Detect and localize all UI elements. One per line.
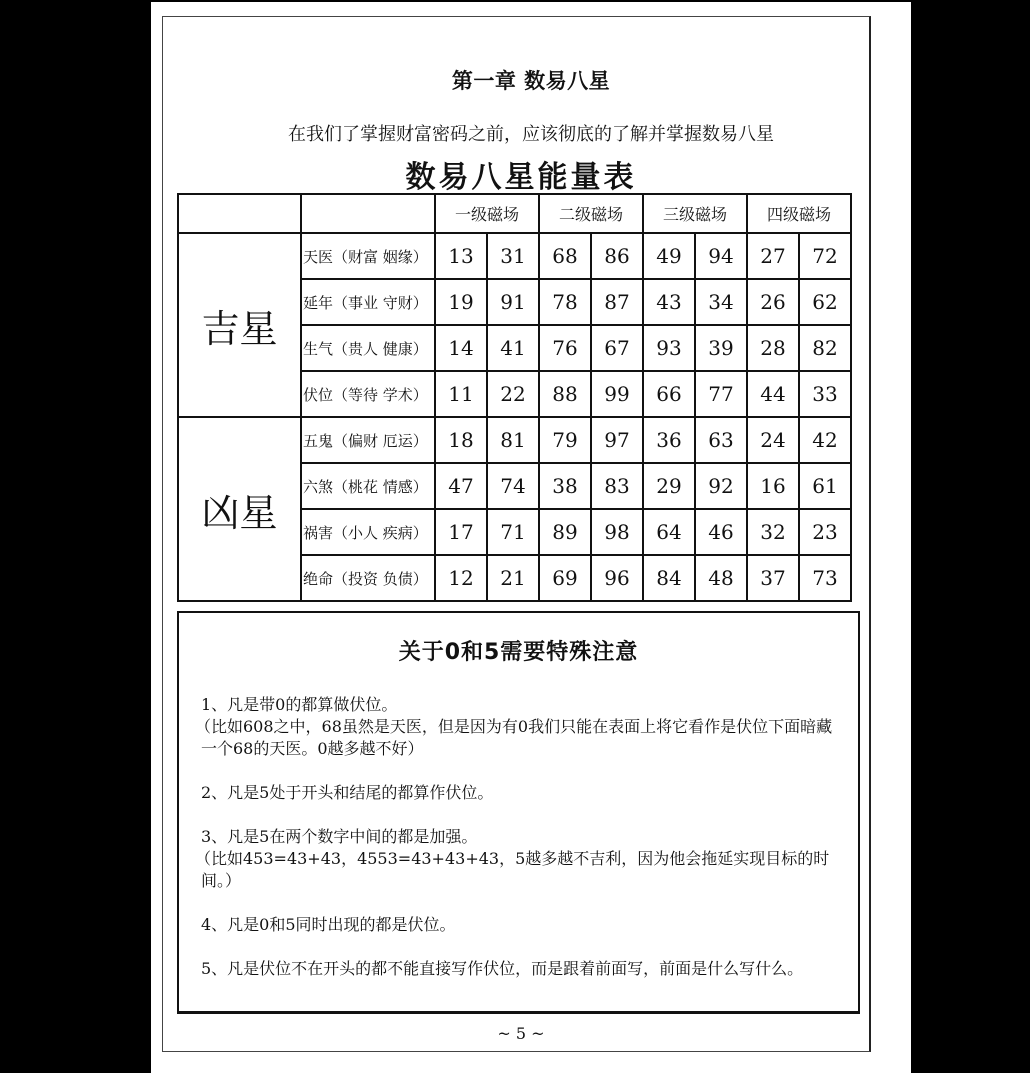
value-cell: 46 xyxy=(695,509,747,555)
table-header-row xyxy=(178,194,851,233)
value-cell: 73 xyxy=(799,555,851,601)
table-row xyxy=(178,233,851,279)
document-page xyxy=(151,2,911,1073)
value-cell: 16 xyxy=(747,463,799,509)
note-item-1 xyxy=(195,694,844,760)
note-item-5 xyxy=(201,958,844,980)
note-detail: （比如608之中，68虽然是天医，但是因为有0我们只能在表面上将它看作是伏位下面暗藏一个68的天医。0越多越不好） xyxy=(195,717,833,758)
value-cell: 78 xyxy=(539,279,591,325)
value-cell: 83 xyxy=(591,463,643,509)
value-cell: 68 xyxy=(539,233,591,279)
value-cell: 79 xyxy=(539,417,591,463)
value-cell: 99 xyxy=(591,371,643,417)
value-cell: 66 xyxy=(643,371,695,417)
energy-table xyxy=(177,193,852,602)
value-cell: 39 xyxy=(695,325,747,371)
value-cell: 24 xyxy=(747,417,799,463)
note-head: 1、凡是带0的都算做伏位。 xyxy=(201,695,398,714)
group-label: 吉星 xyxy=(178,233,301,417)
value-cell: 26 xyxy=(747,279,799,325)
value-cell: 81 xyxy=(487,417,539,463)
value-cell: 44 xyxy=(747,371,799,417)
star-name: 伏位（等待 学术） xyxy=(301,371,435,417)
value-cell: 22 xyxy=(487,371,539,417)
value-cell: 13 xyxy=(435,233,487,279)
value-cell: 43 xyxy=(643,279,695,325)
table-title: 数易八星能量表 xyxy=(405,160,637,195)
value-cell: 88 xyxy=(539,371,591,417)
star-name: 祸害（小人 疾病） xyxy=(301,509,435,555)
note-head: 2、凡是5处于开头和结尾的都算作伏位。 xyxy=(201,783,494,802)
value-cell: 94 xyxy=(695,233,747,279)
note-item-2 xyxy=(201,782,844,804)
page-number: ~ 5 ~ xyxy=(497,1024,545,1043)
value-cell: 11 xyxy=(435,371,487,417)
header-blank-cell xyxy=(301,194,435,233)
value-cell: 74 xyxy=(487,463,539,509)
star-name: 五鬼（偏财 厄运） xyxy=(301,417,435,463)
value-cell: 23 xyxy=(799,509,851,555)
note-item-4 xyxy=(201,914,844,936)
value-cell: 41 xyxy=(487,325,539,371)
value-cell: 61 xyxy=(799,463,851,509)
value-cell: 86 xyxy=(591,233,643,279)
value-cell: 69 xyxy=(539,555,591,601)
value-cell: 17 xyxy=(435,509,487,555)
note-head: 5、凡是伏位不在开头的都不能直接写作伏位，而是跟着前面写，前面是什么写什么。 xyxy=(201,959,804,978)
header-level-2: 二级磁场 xyxy=(539,194,643,233)
note-head: 4、凡是0和5同时出现的都是伏位。 xyxy=(201,915,456,934)
value-cell: 93 xyxy=(643,325,695,371)
value-cell: 64 xyxy=(643,509,695,555)
star-name: 延年（事业 守财） xyxy=(301,279,435,325)
value-cell: 62 xyxy=(799,279,851,325)
value-cell: 47 xyxy=(435,463,487,509)
value-cell: 82 xyxy=(799,325,851,371)
value-cell: 92 xyxy=(695,463,747,509)
value-cell: 36 xyxy=(643,417,695,463)
value-cell: 31 xyxy=(487,233,539,279)
value-cell: 76 xyxy=(539,325,591,371)
header-level-3: 三级磁场 xyxy=(643,194,747,233)
intro-text: 在我们了掌握财富密码之前，应该彻底的了解并掌握数易八星 xyxy=(288,124,774,145)
value-cell: 89 xyxy=(539,509,591,555)
header-level-4: 四级磁场 xyxy=(747,194,851,233)
value-cell: 32 xyxy=(747,509,799,555)
star-name: 六煞（桃花 情感） xyxy=(301,463,435,509)
value-cell: 28 xyxy=(747,325,799,371)
chapter-title: 第一章 数易八星 xyxy=(451,69,611,93)
value-cell: 19 xyxy=(435,279,487,325)
value-cell: 77 xyxy=(695,371,747,417)
note-item-3 xyxy=(195,826,844,892)
value-cell: 63 xyxy=(695,417,747,463)
value-cell: 27 xyxy=(747,233,799,279)
header-level-1: 一级磁场 xyxy=(435,194,539,233)
value-cell: 71 xyxy=(487,509,539,555)
value-cell: 38 xyxy=(539,463,591,509)
group-label: 凶星 xyxy=(178,417,301,601)
note-head: 3、凡是5在两个数字中间的都是加强。 xyxy=(201,827,478,846)
value-cell: 98 xyxy=(591,509,643,555)
value-cell: 21 xyxy=(487,555,539,601)
value-cell: 29 xyxy=(643,463,695,509)
value-cell: 91 xyxy=(487,279,539,325)
value-cell: 12 xyxy=(435,555,487,601)
value-cell: 96 xyxy=(591,555,643,601)
value-cell: 49 xyxy=(643,233,695,279)
star-name: 生气（贵人 健康） xyxy=(301,325,435,371)
star-name: 天医（财富 姻缘） xyxy=(301,233,435,279)
value-cell: 42 xyxy=(799,417,851,463)
table-row xyxy=(178,417,851,463)
value-cell: 84 xyxy=(643,555,695,601)
value-cell: 34 xyxy=(695,279,747,325)
header-blank-cell xyxy=(178,194,301,233)
star-name: 绝命（投资 负债） xyxy=(301,555,435,601)
value-cell: 33 xyxy=(799,371,851,417)
value-cell: 87 xyxy=(591,279,643,325)
value-cell: 97 xyxy=(591,417,643,463)
value-cell: 14 xyxy=(435,325,487,371)
value-cell: 18 xyxy=(435,417,487,463)
notes-box xyxy=(177,611,860,1014)
value-cell: 67 xyxy=(591,325,643,371)
value-cell: 37 xyxy=(747,555,799,601)
notes-title: 关于0和5需要特殊注意 xyxy=(398,640,639,665)
value-cell: 48 xyxy=(695,555,747,601)
note-detail: （比如453=43+43，4553=43+43+43，5越多越不吉利，因为他会拖延实现目标的时间。） xyxy=(195,849,830,890)
value-cell: 72 xyxy=(799,233,851,279)
